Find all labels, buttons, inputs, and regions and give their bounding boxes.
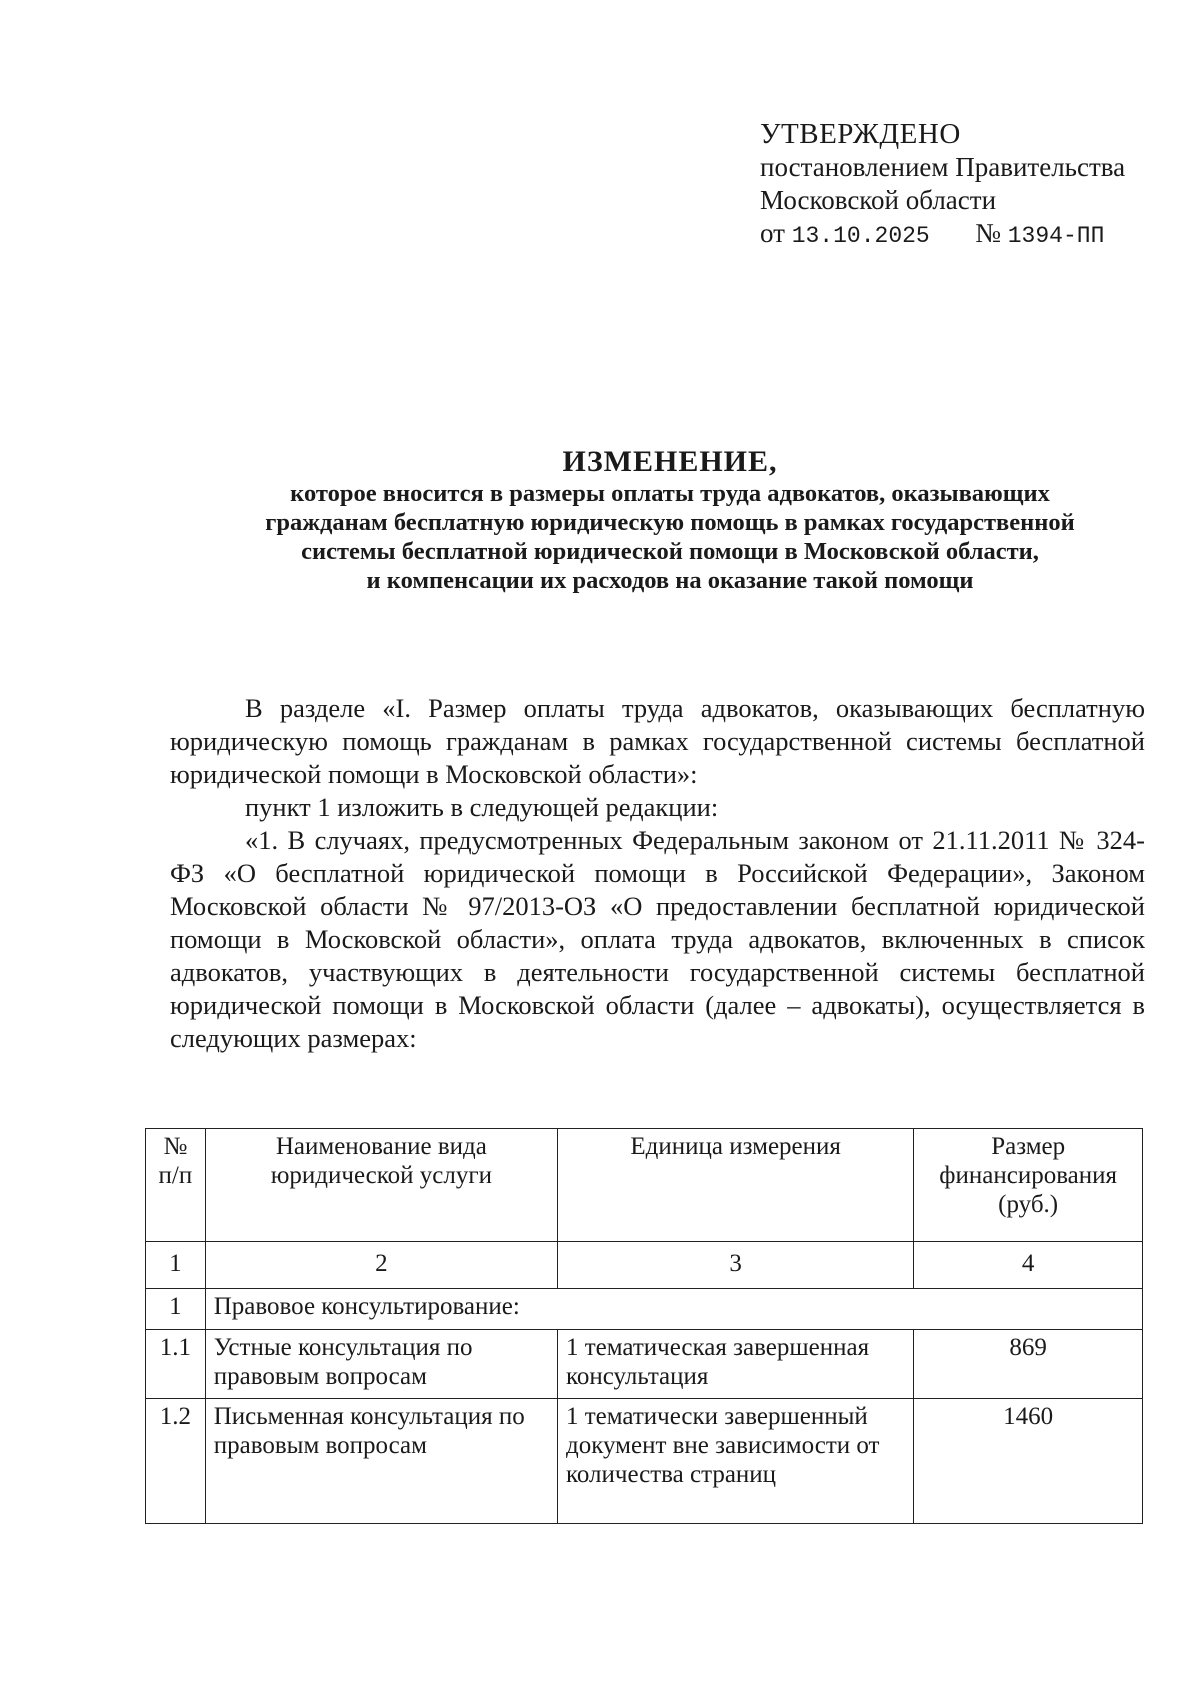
table-row [146, 1330, 1143, 1399]
approval-stamp [760, 118, 1125, 253]
header-service: Наименование вида юридической услуги [205, 1129, 557, 1242]
column-number-1: 1 [146, 1242, 206, 1289]
table-header-row [146, 1129, 1143, 1242]
document-title [180, 445, 1160, 595]
header-unit: Единица измерения [557, 1129, 913, 1242]
column-number-2: 2 [205, 1242, 557, 1289]
row-unit: 1 тематическая завершенная консультация [557, 1330, 913, 1399]
approval-line-2: Московской области [760, 185, 997, 215]
row-number: 1.1 [146, 1330, 206, 1399]
row-service: Письменная консультация по правовым вопросам [205, 1399, 557, 1524]
title-line-4: и компенсации их расходов на оказание такой помощи [366, 567, 974, 594]
header-number: № п/п [146, 1129, 206, 1242]
approval-date-line [760, 217, 1125, 253]
row-unit: 1 тематически завершенный документ вне зависимости от количества страниц [557, 1399, 913, 1524]
row-number: 1.2 [146, 1399, 206, 1524]
row-amount: 1460 [914, 1399, 1143, 1524]
approval-date: 13.10.2025 [791, 223, 930, 249]
paragraph-section-reference: В разделе «I. Размер оплаты труда адвокатов, оказывающих бесплатную юридическую помощь гражданам в рамках государственной системы бесплатной юридической помощи в Московской области»: [170, 693, 1145, 789]
paragraph-instruction: пункт 1 изложить в следующей редакции: [245, 792, 719, 822]
section-label: Правовое консультирование: [205, 1289, 1142, 1330]
title-line-3: системы бесплатной юридической помощи в Московской области, [301, 538, 1039, 565]
approval-number: 1394-ПП [1007, 223, 1105, 249]
paragraph-new-wording: «1. В случаях, предусмотренных Федеральным законом от 21.11.2011 № 324-ФЗ «О бесплатной юридической помощи в Российской Федерации», Законом Московской области № 97/2013-ОЗ «О предоставлении бесплатной юридической помощи в Московской области», оплата труда адвокатов, включенных в список адвокатов, участвующих в деятельности государственной системы бесплатной юридической помощи в Московской области (далее – адвокаты), осуществляется в следующих размерах: [170, 825, 1145, 1053]
fees-table [145, 1128, 1143, 1524]
row-amount: 869 [914, 1330, 1143, 1399]
header-amount: Размер финансирования (руб.) [914, 1129, 1143, 1242]
document-body [170, 692, 1145, 1055]
table-section-row [146, 1289, 1143, 1330]
approval-line-1: постановлением Правительства [760, 152, 1126, 182]
column-number-4: 4 [914, 1242, 1143, 1289]
title-main: ИЗМЕНЕНИЕ, [562, 445, 778, 478]
column-number-3: 3 [557, 1242, 913, 1289]
row-service: Устные консультация по правовым вопросам [205, 1330, 557, 1399]
title-line-2: гражданам бесплатную юридическую помощь в рамках государственной [265, 509, 1075, 536]
approval-heading: УТВЕРЖДЕНО [760, 118, 961, 150]
section-number: 1 [146, 1289, 206, 1330]
table-column-numbers-row [146, 1242, 1143, 1289]
approval-date-prefix: от [760, 218, 785, 248]
approval-number-sign: № [975, 218, 1001, 248]
title-line-1: которое вносится в размеры оплаты труда адвокатов, оказывающих [290, 480, 1050, 507]
table-row [146, 1399, 1143, 1524]
